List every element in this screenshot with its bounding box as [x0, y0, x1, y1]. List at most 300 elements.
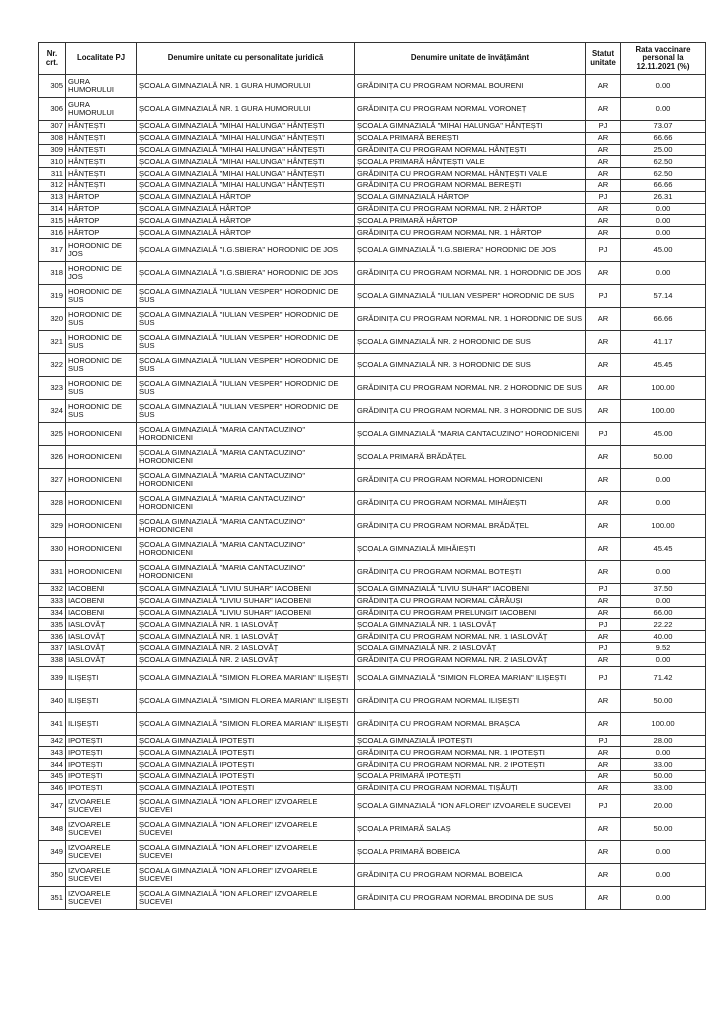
cell-localitate: HORODNICENI — [66, 514, 137, 537]
cell-pj: ȘCOALA GIMNAZIALĂ "MIHAI HALUNGA" HÂNȚEȘTI — [137, 179, 355, 191]
cell-rata: 57.14 — [621, 284, 706, 307]
cell-statut: PJ — [586, 642, 621, 654]
cell-rata: 33.00 — [621, 782, 706, 794]
cell-rata: 28.00 — [621, 735, 706, 747]
cell-nr: 327 — [39, 468, 66, 491]
cell-unitate: GRĂDINIȚA CU PROGRAM NORMAL NR. 1 IPOTEȘTI — [355, 747, 586, 759]
cell-nr: 334 — [39, 607, 66, 619]
cell-rata: 0.00 — [621, 261, 706, 284]
cell-nr: 343 — [39, 747, 66, 759]
cell-localitate: HÂRTOP — [66, 215, 137, 227]
cell-pj: ȘCOALA GIMNAZIALĂ NR. 1 IASLOVĂȚ — [137, 619, 355, 631]
cell-statut: AR — [586, 215, 621, 227]
cell-localitate: ILIȘEȘTI — [66, 712, 137, 735]
cell-localitate: ILIȘEȘTI — [66, 666, 137, 689]
table-row — [39, 840, 706, 863]
cell-pj: ȘCOALA GIMNAZIALĂ "IULIAN VESPER" HORODNIC DE SUS — [137, 399, 355, 422]
cell-nr: 330 — [39, 537, 66, 560]
cell-rata: 0.00 — [621, 203, 706, 215]
cell-nr: 338 — [39, 654, 66, 666]
table-row — [39, 238, 706, 261]
table-row — [39, 537, 706, 560]
cell-rata: 33.00 — [621, 759, 706, 771]
cell-statut: AR — [586, 227, 621, 239]
cell-nr: 326 — [39, 445, 66, 468]
cell-rata: 62.50 — [621, 168, 706, 180]
cell-localitate: IACOBENI — [66, 607, 137, 619]
cell-pj: ȘCOALA GIMNAZIALĂ "MIHAI HALUNGA" HÂNȚEȘTI — [137, 121, 355, 133]
cell-rata: 0.00 — [621, 98, 706, 121]
cell-unitate: ȘCOALA GIMNAZIALĂ "MIHAI HALUNGA" HÂNȚEȘTI — [355, 121, 586, 133]
table-row — [39, 399, 706, 422]
cell-pj: ȘCOALA GIMNAZIALĂ "I.G.SBIERA" HORODNIC DE JOS — [137, 261, 355, 284]
cell-pj: ȘCOALA GIMNAZIALĂ "IULIAN VESPER" HORODNIC DE SUS — [137, 376, 355, 399]
cell-statut: AR — [586, 261, 621, 284]
table-header-row — [39, 43, 706, 75]
cell-nr: 310 — [39, 156, 66, 168]
cell-localitate: HORODNICENI — [66, 491, 137, 514]
cell-pj: ȘCOALA GIMNAZIALĂ NR. 1 IASLOVĂȚ — [137, 631, 355, 643]
table-row — [39, 583, 706, 595]
cell-nr: 348 — [39, 817, 66, 840]
cell-rata: 62.50 — [621, 156, 706, 168]
table-row — [39, 261, 706, 284]
cell-localitate: HORODNIC DE SUS — [66, 330, 137, 353]
cell-unitate: GRĂDINIȚA CU PROGRAM NORMAL BOBEICA — [355, 863, 586, 886]
cell-localitate: HÂNȚEȘTI — [66, 121, 137, 133]
cell-pj: ȘCOALA GIMNAZIALĂ "ION AFLOREI" IZVOARELE SUCEVEI — [137, 886, 355, 909]
cell-nr: 332 — [39, 583, 66, 595]
cell-statut: AR — [586, 179, 621, 191]
cell-localitate: HÂRTOP — [66, 203, 137, 215]
cell-nr: 323 — [39, 376, 66, 399]
cell-localitate: HORODNIC DE SUS — [66, 284, 137, 307]
cell-statut: PJ — [586, 238, 621, 261]
cell-pj: ȘCOALA GIMNAZIALĂ "SIMION FLOREA MARIAN" ILIȘEȘTI — [137, 689, 355, 712]
cell-unitate: GRĂDINIȚA CU PROGRAM NORMAL BOTEȘTI — [355, 560, 586, 583]
cell-localitate: HORODNICENI — [66, 445, 137, 468]
cell-rata: 45.45 — [621, 353, 706, 376]
cell-statut: AR — [586, 607, 621, 619]
cell-statut: AR — [586, 445, 621, 468]
cell-unitate: GRĂDINIȚA CU PROGRAM NORMAL BRĂDĂȚEL — [355, 514, 586, 537]
cell-unitate: ȘCOALA GIMNAZIALĂ "LIVIU SUHAR" IACOBENI — [355, 583, 586, 595]
cell-unitate: GRĂDINIȚA CU PROGRAM NORMAL HÂNȚEȘTI — [355, 144, 586, 156]
cell-statut: AR — [586, 863, 621, 886]
cell-localitate: HÂNȚEȘTI — [66, 156, 137, 168]
cell-nr: 313 — [39, 191, 66, 203]
cell-rata: 0.00 — [621, 468, 706, 491]
cell-nr: 347 — [39, 794, 66, 817]
cell-pj: ȘCOALA GIMNAZIALĂ "LIVIU SUHAR" IACOBENI — [137, 607, 355, 619]
cell-pj: ȘCOALA GIMNAZIALĂ "MIHAI HALUNGA" HÂNȚEȘTI — [137, 144, 355, 156]
table-row — [39, 735, 706, 747]
header-pj: Denumire unitate cu personalitate juridică — [137, 43, 355, 75]
cell-rata: 66.66 — [621, 307, 706, 330]
cell-statut: AR — [586, 168, 621, 180]
cell-nr: 320 — [39, 307, 66, 330]
cell-localitate: IPOTEȘTI — [66, 759, 137, 771]
cell-rata: 0.00 — [621, 840, 706, 863]
cell-localitate: IPOTEȘTI — [66, 747, 137, 759]
cell-unitate: ȘCOALA GIMNAZIALĂ NR. 2 HORODNIC DE SUS — [355, 330, 586, 353]
cell-nr: 349 — [39, 840, 66, 863]
cell-unitate: ȘCOALA PRIMARĂ IPOTEȘTI — [355, 770, 586, 782]
cell-statut: AR — [586, 514, 621, 537]
cell-localitate: IPOTEȘTI — [66, 782, 137, 794]
cell-statut: AR — [586, 330, 621, 353]
table-row — [39, 376, 706, 399]
cell-rata: 0.00 — [621, 75, 706, 98]
cell-nr: 344 — [39, 759, 66, 771]
table-row — [39, 689, 706, 712]
cell-nr: 308 — [39, 132, 66, 144]
cell-nr: 311 — [39, 168, 66, 180]
cell-unitate: GRĂDINIȚA CU PROGRAM NORMAL NR. 1 HÂRTOP — [355, 227, 586, 239]
cell-nr: 307 — [39, 121, 66, 133]
cell-localitate: HÂRTOP — [66, 191, 137, 203]
cell-unitate: ȘCOALA PRIMARĂ BEREȘTI — [355, 132, 586, 144]
cell-unitate: GRĂDINIȚA CU PROGRAM NORMAL NR. 2 HÂRTOP — [355, 203, 586, 215]
cell-pj: ȘCOALA GIMNAZIALĂ NR. 2 IASLOVĂȚ — [137, 642, 355, 654]
cell-unitate: GRĂDINIȚA CU PROGRAM PRELUNGIT IACOBENI — [355, 607, 586, 619]
cell-rata: 45.45 — [621, 537, 706, 560]
table-row — [39, 654, 706, 666]
cell-statut: AR — [586, 132, 621, 144]
table-row — [39, 307, 706, 330]
header-statut: Statut unitate — [586, 43, 621, 75]
cell-unitate: GRĂDINIȚA CU PROGRAM NORMAL HORODNICENI — [355, 468, 586, 491]
cell-unitate: GRĂDINIȚA CU PROGRAM NORMAL BEREȘTI — [355, 179, 586, 191]
cell-pj: ȘCOALA GIMNAZIALĂ "MARIA CANTACUZINO" HORODNICENI — [137, 491, 355, 514]
cell-nr: 337 — [39, 642, 66, 654]
cell-nr: 314 — [39, 203, 66, 215]
table-row — [39, 284, 706, 307]
cell-pj: ȘCOALA GIMNAZIALĂ "MARIA CANTACUZINO" HORODNICENI — [137, 422, 355, 445]
cell-unitate: ȘCOALA GIMNAZIALĂ NR. 2 IASLOVĂȚ — [355, 642, 586, 654]
cell-pj: ȘCOALA GIMNAZIALĂ "ION AFLOREI" IZVOARELE SUCEVEI — [137, 863, 355, 886]
cell-rata: 37.50 — [621, 583, 706, 595]
cell-statut: PJ — [586, 583, 621, 595]
cell-pj: ȘCOALA GIMNAZIALĂ "SIMION FLOREA MARIAN" ILIȘEȘTI — [137, 712, 355, 735]
cell-rata: 0.00 — [621, 863, 706, 886]
cell-statut: AR — [586, 491, 621, 514]
cell-nr: 331 — [39, 560, 66, 583]
cell-pj: ȘCOALA GIMNAZIALĂ "MIHAI HALUNGA" HÂNȚEȘTI — [137, 156, 355, 168]
cell-rata: 73.07 — [621, 121, 706, 133]
table-row — [39, 560, 706, 583]
cell-unitate: GRĂDINIȚA CU PROGRAM NORMAL NR. 1 HORODNIC DE JOS — [355, 261, 586, 284]
cell-pj: ȘCOALA GIMNAZIALĂ "IULIAN VESPER" HORODNIC DE SUS — [137, 353, 355, 376]
header-unitate: Denumire unitate de învățământ — [355, 43, 586, 75]
cell-nr: 319 — [39, 284, 66, 307]
cell-localitate: ILIȘEȘTI — [66, 689, 137, 712]
cell-unitate: GRĂDINIȚA CU PROGRAM NORMAL BOURENI — [355, 75, 586, 98]
cell-nr: 321 — [39, 330, 66, 353]
cell-statut: AR — [586, 712, 621, 735]
cell-localitate: IASLOVĂȚ — [66, 631, 137, 643]
cell-nr: 316 — [39, 227, 66, 239]
cell-localitate: HÂNȚEȘTI — [66, 144, 137, 156]
cell-statut: AR — [586, 353, 621, 376]
cell-localitate: GURA HUMORULUI — [66, 75, 137, 98]
cell-unitate: GRĂDINIȚA CU PROGRAM NORMAL ILIȘEȘTI — [355, 689, 586, 712]
header-nr: Nr. crt. — [39, 43, 66, 75]
cell-unitate: ȘCOALA GIMNAZIALĂ MIHĂIEȘTI — [355, 537, 586, 560]
cell-rata: 100.00 — [621, 514, 706, 537]
table-body — [39, 75, 706, 910]
cell-unitate: ȘCOALA GIMNAZIALĂ "IULIAN VESPER" HORODNIC DE SUS — [355, 284, 586, 307]
cell-localitate: IASLOVĂȚ — [66, 619, 137, 631]
table-row — [39, 227, 706, 239]
table-row — [39, 203, 706, 215]
cell-pj: ȘCOALA GIMNAZIALĂ IPOTEȘTI — [137, 759, 355, 771]
cell-localitate: HORODNIC DE SUS — [66, 376, 137, 399]
cell-pj: ȘCOALA GIMNAZIALĂ HÂRTOP — [137, 191, 355, 203]
cell-localitate: IPOTEȘTI — [66, 735, 137, 747]
cell-statut: AR — [586, 376, 621, 399]
cell-unitate: GRĂDINIȚA CU PROGRAM NORMAL CÂRĂUȘI — [355, 595, 586, 607]
cell-statut: PJ — [586, 794, 621, 817]
cell-unitate: GRĂDINIȚA CU PROGRAM NORMAL MIHĂIEȘTI — [355, 491, 586, 514]
cell-statut: AR — [586, 782, 621, 794]
cell-statut: AR — [586, 631, 621, 643]
cell-rata: 0.00 — [621, 747, 706, 759]
cell-unitate: GRĂDINIȚA CU PROGRAM NORMAL NR. 1 HORODNIC DE SUS — [355, 307, 586, 330]
cell-pj: ȘCOALA GIMNAZIALĂ "MARIA CANTACUZINO" HORODNICENI — [137, 468, 355, 491]
cell-statut: PJ — [586, 121, 621, 133]
cell-nr: 335 — [39, 619, 66, 631]
cell-pj: ȘCOALA GIMNAZIALĂ "IULIAN VESPER" HORODNIC DE SUS — [137, 330, 355, 353]
cell-unitate: ȘCOALA PRIMARĂ SALAȘ — [355, 817, 586, 840]
cell-localitate: IASLOVĂȚ — [66, 654, 137, 666]
table-row — [39, 782, 706, 794]
cell-nr: 318 — [39, 261, 66, 284]
cell-unitate: ȘCOALA PRIMARĂ BOBEICA — [355, 840, 586, 863]
cell-unitate: ȘCOALA GIMNAZIALĂ "MARIA CANTACUZINO" HORODNICENI — [355, 422, 586, 445]
cell-pj: ȘCOALA GIMNAZIALĂ "IULIAN VESPER" HORODNIC DE SUS — [137, 284, 355, 307]
cell-rata: 50.00 — [621, 817, 706, 840]
cell-unitate: GRĂDINIȚA CU PROGRAM NORMAL NR. 1 IASLOVĂȚ — [355, 631, 586, 643]
cell-rata: 0.00 — [621, 595, 706, 607]
table-row — [39, 514, 706, 537]
cell-rata: 0.00 — [621, 491, 706, 514]
table-row — [39, 144, 706, 156]
cell-localitate: IACOBENI — [66, 583, 137, 595]
table-row — [39, 817, 706, 840]
header-localitate: Localitate PJ — [66, 43, 137, 75]
cell-statut: AR — [586, 468, 621, 491]
table-row — [39, 179, 706, 191]
cell-localitate: HORODNICENI — [66, 560, 137, 583]
cell-statut: AR — [586, 654, 621, 666]
cell-nr: 328 — [39, 491, 66, 514]
cell-statut: AR — [586, 817, 621, 840]
cell-localitate: IZVOARELE SUCEVEI — [66, 886, 137, 909]
cell-unitate: ȘCOALA PRIMARĂ HÂNȚEȘTI VALE — [355, 156, 586, 168]
cell-unitate: GRĂDINIȚA CU PROGRAM NORMAL VORONEȚ — [355, 98, 586, 121]
cell-pj: ȘCOALA GIMNAZIALĂ HÂRTOP — [137, 227, 355, 239]
cell-unitate: GRĂDINIȚA CU PROGRAM NORMAL NR. 3 HORODNIC DE SUS — [355, 399, 586, 422]
cell-unitate: ȘCOALA GIMNAZIALĂ NR. 3 HORODNIC DE SUS — [355, 353, 586, 376]
cell-unitate: GRĂDINIȚA CU PROGRAM NORMAL TIȘĂUȚI — [355, 782, 586, 794]
cell-nr: 324 — [39, 399, 66, 422]
cell-rata: 0.00 — [621, 227, 706, 239]
cell-localitate: HORODNIC DE SUS — [66, 399, 137, 422]
table-row — [39, 886, 706, 909]
cell-unitate: ȘCOALA GIMNAZIALĂ NR. 1 IASLOVĂȚ — [355, 619, 586, 631]
cell-nr: 350 — [39, 863, 66, 886]
cell-localitate: HORODNICENI — [66, 537, 137, 560]
cell-nr: 341 — [39, 712, 66, 735]
cell-pj: ȘCOALA GIMNAZIALĂ "MARIA CANTACUZINO" HORODNICENI — [137, 514, 355, 537]
cell-unitate: GRĂDINIȚA CU PROGRAM NORMAL BRODINA DE SUS — [355, 886, 586, 909]
cell-rata: 0.00 — [621, 215, 706, 227]
cell-pj: ȘCOALA GIMNAZIALĂ "IULIAN VESPER" HORODNIC DE SUS — [137, 307, 355, 330]
header-rata: Rata vaccinare personal la 12.11.2021 (%) — [621, 43, 706, 75]
cell-pj: ȘCOALA GIMNAZIALĂ HÂRTOP — [137, 203, 355, 215]
cell-localitate: IZVOARELE SUCEVEI — [66, 863, 137, 886]
cell-rata: 45.00 — [621, 422, 706, 445]
cell-localitate: HÂNȚEȘTI — [66, 132, 137, 144]
cell-rata: 41.17 — [621, 330, 706, 353]
cell-rata: 100.00 — [621, 376, 706, 399]
cell-rata: 20.00 — [621, 794, 706, 817]
cell-localitate: HORODNIC DE SUS — [66, 307, 137, 330]
table-row — [39, 156, 706, 168]
cell-statut: AR — [586, 144, 621, 156]
cell-pj: ȘCOALA GIMNAZIALĂ "SIMION FLOREA MARIAN" ILIȘEȘTI — [137, 666, 355, 689]
cell-pj: ȘCOALA GIMNAZIALĂ "ION AFLOREI" IZVOARELE SUCEVEI — [137, 794, 355, 817]
cell-pj: ȘCOALA GIMNAZIALĂ "MARIA CANTACUZINO" HORODNICENI — [137, 445, 355, 468]
cell-statut: AR — [586, 840, 621, 863]
cell-pj: ȘCOALA GIMNAZIALĂ IPOTEȘTI — [137, 735, 355, 747]
cell-pj: ȘCOALA GIMNAZIALĂ IPOTEȘTI — [137, 747, 355, 759]
cell-statut: PJ — [586, 666, 621, 689]
table-row — [39, 747, 706, 759]
cell-rata: 66.66 — [621, 179, 706, 191]
cell-rata: 66.66 — [621, 132, 706, 144]
cell-nr: 306 — [39, 98, 66, 121]
table-row — [39, 468, 706, 491]
cell-nr: 333 — [39, 595, 66, 607]
cell-rata: 9.52 — [621, 642, 706, 654]
table-row — [39, 863, 706, 886]
cell-rata: 0.00 — [621, 560, 706, 583]
table-row — [39, 619, 706, 631]
cell-statut: AR — [586, 307, 621, 330]
table-row — [39, 794, 706, 817]
cell-unitate: GRĂDINIȚA CU PROGRAM NORMAL NR. 2 HORODNIC DE SUS — [355, 376, 586, 399]
cell-pj: ȘCOALA GIMNAZIALĂ "LIVIU SUHAR" IACOBENI — [137, 595, 355, 607]
cell-nr: 317 — [39, 238, 66, 261]
cell-pj: ȘCOALA GIMNAZIALĂ "MARIA CANTACUZINO" HORODNICENI — [137, 560, 355, 583]
cell-nr: 309 — [39, 144, 66, 156]
cell-statut: AR — [586, 399, 621, 422]
cell-statut: AR — [586, 537, 621, 560]
cell-pj: ȘCOALA GIMNAZIALĂ "LIVIU SUHAR" IACOBENI — [137, 583, 355, 595]
cell-pj: ȘCOALA GIMNAZIALĂ IPOTEȘTI — [137, 770, 355, 782]
cell-statut: PJ — [586, 422, 621, 445]
table-row — [39, 353, 706, 376]
cell-pj: ȘCOALA GIMNAZIALĂ "MIHAI HALUNGA" HÂNȚEȘTI — [137, 132, 355, 144]
cell-statut: AR — [586, 886, 621, 909]
table-row — [39, 631, 706, 643]
cell-statut: AR — [586, 75, 621, 98]
cell-localitate: HÂNȚEȘTI — [66, 179, 137, 191]
cell-nr: 336 — [39, 631, 66, 643]
cell-statut: AR — [586, 203, 621, 215]
table-row — [39, 607, 706, 619]
cell-rata: 66.00 — [621, 607, 706, 619]
cell-rata: 0.00 — [621, 886, 706, 909]
cell-statut: PJ — [586, 619, 621, 631]
cell-statut: AR — [586, 770, 621, 782]
cell-localitate: IZVOARELE SUCEVEI — [66, 817, 137, 840]
cell-localitate: GURA HUMORULUI — [66, 98, 137, 121]
cell-pj: ȘCOALA GIMNAZIALĂ "ION AFLOREI" IZVOARELE SUCEVEI — [137, 817, 355, 840]
cell-pj: ȘCOALA GIMNAZIALĂ HÂRTOP — [137, 215, 355, 227]
cell-pj: ȘCOALA GIMNAZIALĂ NR. 2 IASLOVĂȚ — [137, 654, 355, 666]
table-row — [39, 191, 706, 203]
cell-nr: 305 — [39, 75, 66, 98]
table-row — [39, 98, 706, 121]
cell-localitate: HÂNȚEȘTI — [66, 168, 137, 180]
cell-localitate: IACOBENI — [66, 595, 137, 607]
table-row — [39, 168, 706, 180]
cell-localitate: HORODNICENI — [66, 468, 137, 491]
table-row — [39, 445, 706, 468]
cell-rata: 25.00 — [621, 144, 706, 156]
cell-nr: 342 — [39, 735, 66, 747]
cell-statut: AR — [586, 759, 621, 771]
table-row — [39, 491, 706, 514]
cell-unitate: ȘCOALA GIMNAZIALĂ HÂRTOP — [355, 191, 586, 203]
cell-rata: 45.00 — [621, 238, 706, 261]
table-row — [39, 759, 706, 771]
cell-nr: 346 — [39, 782, 66, 794]
cell-pj: ȘCOALA GIMNAZIALĂ IPOTEȘTI — [137, 782, 355, 794]
cell-unitate: GRĂDINIȚA CU PROGRAM NORMAL BRAȘCA — [355, 712, 586, 735]
cell-statut: AR — [586, 595, 621, 607]
cell-unitate: ȘCOALA GIMNAZIALĂ "ION AFLOREI" IZVOARELE SUCEVEI — [355, 794, 586, 817]
cell-statut: AR — [586, 689, 621, 712]
cell-statut: PJ — [586, 735, 621, 747]
cell-localitate: HÂRTOP — [66, 227, 137, 239]
cell-localitate: IASLOVĂȚ — [66, 642, 137, 654]
cell-pj: ȘCOALA GIMNAZIALĂ "MARIA CANTACUZINO" HORODNICENI — [137, 537, 355, 560]
cell-statut: PJ — [586, 191, 621, 203]
cell-localitate: HORODNIC DE JOS — [66, 261, 137, 284]
cell-rata: 40.00 — [621, 631, 706, 643]
table-row — [39, 770, 706, 782]
cell-pj: ȘCOALA GIMNAZIALĂ NR. 1 GURA HUMORULUI — [137, 98, 355, 121]
cell-localitate: HORODNICENI — [66, 422, 137, 445]
cell-nr: 312 — [39, 179, 66, 191]
cell-unitate: ȘCOALA GIMNAZIALĂ "I.G.SBIERA" HORODNIC DE JOS — [355, 238, 586, 261]
cell-unitate: GRĂDINIȚA CU PROGRAM NORMAL HÂNȚEȘTI VALE — [355, 168, 586, 180]
cell-rata: 22.22 — [621, 619, 706, 631]
table-row — [39, 712, 706, 735]
cell-nr: 325 — [39, 422, 66, 445]
cell-nr: 329 — [39, 514, 66, 537]
cell-pj: ȘCOALA GIMNAZIALĂ "MIHAI HALUNGA" HÂNȚEȘTI — [137, 168, 355, 180]
cell-statut: AR — [586, 560, 621, 583]
cell-unitate: GRĂDINIȚA CU PROGRAM NORMAL NR. 2 IASLOVĂȚ — [355, 654, 586, 666]
cell-rata: 50.00 — [621, 689, 706, 712]
vaccination-table — [38, 42, 706, 910]
table-row — [39, 330, 706, 353]
